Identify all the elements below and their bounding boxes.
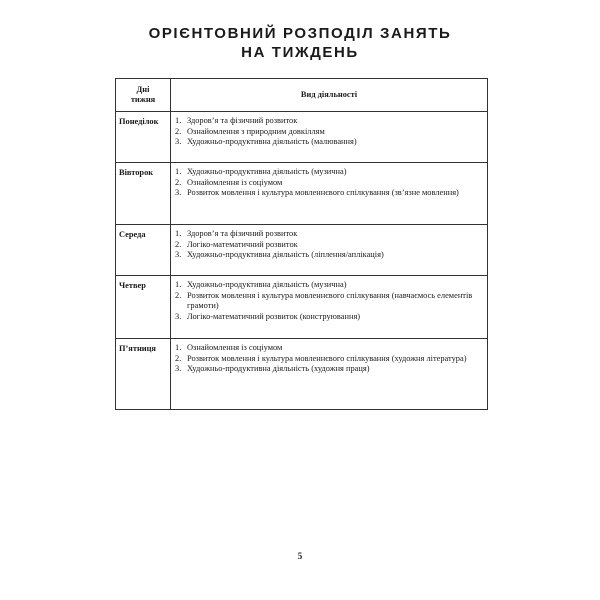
table-row-tuesday: [116, 163, 488, 225]
item-number: 1.: [175, 280, 182, 289]
item-number: 1.: [175, 229, 182, 238]
item-number: 3.: [175, 250, 182, 260]
list-item: [175, 127, 485, 138]
list-item: [175, 280, 485, 291]
activity-list: [175, 167, 485, 199]
table-header-row: [116, 79, 488, 112]
item-number: 2.: [175, 290, 182, 300]
page-title-line-1: ОРІЄНТОВНИЙ РОЗПОДІЛ ЗАНЯТЬ: [148, 25, 452, 42]
day-cell: Вівторок: [116, 163, 171, 225]
item-text: Розвиток мовлення і культура мовленнєвого спілкування (навчаємось елементів грамоти): [187, 290, 473, 311]
activities-cell: [171, 276, 488, 339]
item-text: Здоров’я та фізичний розвиток: [187, 116, 298, 125]
header-day-cell: [116, 79, 171, 112]
activity-list: [175, 280, 485, 322]
item-number: 2.: [175, 126, 182, 136]
table-row-wednesday: [116, 225, 488, 276]
weekly-schedule-table: [115, 78, 488, 410]
list-item: [175, 364, 485, 375]
page-title-line-2: НА ТИЖДЕНЬ: [241, 44, 359, 61]
item-text: Розвиток мовлення і культура мовленнєвого спілкування (художня література): [187, 353, 467, 363]
list-item: [175, 137, 485, 148]
item-text: Ознайомлення з природним довкіллям: [187, 126, 325, 136]
list-item: [175, 312, 485, 323]
table-row-friday: [116, 339, 488, 410]
item-number: 2.: [175, 177, 182, 187]
list-item: [175, 116, 485, 127]
item-number: 3.: [175, 364, 182, 374]
list-item: [175, 354, 485, 365]
activities-cell: [171, 163, 488, 225]
day-cell: Понеділок: [116, 112, 171, 163]
item-number: 3.: [175, 137, 182, 147]
page-title: [0, 24, 600, 62]
list-item: [175, 343, 485, 354]
item-number: 2.: [175, 239, 182, 249]
activity-list: [175, 343, 485, 375]
item-text: Художньо-продуктивна діяльність (ліплення/аплікація): [187, 250, 384, 260]
list-item: [175, 167, 485, 178]
activity-list: [175, 116, 485, 148]
item-number: 1.: [175, 167, 182, 176]
list-item: [175, 178, 485, 189]
table-row-thursday: [116, 276, 488, 339]
item-number: 2.: [175, 353, 182, 363]
item-text: Ознайомлення із соціумом: [187, 343, 283, 352]
activities-cell: [171, 339, 488, 410]
item-number: 3.: [175, 188, 182, 198]
list-item: [175, 240, 485, 251]
item-text: Художньо-продуктивна діяльність (музична): [187, 167, 347, 176]
item-text: Художньо-продуктивна діяльність (художня праця): [187, 364, 370, 374]
activities-cell: [171, 112, 488, 163]
item-text: Художньо-продуктивна діяльність (музична): [187, 280, 347, 289]
item-number: 1.: [175, 343, 182, 352]
day-cell: Середа: [116, 225, 171, 276]
header-activity-cell: Вид діяльності: [171, 79, 488, 112]
item-number: 3.: [175, 311, 182, 321]
day-cell: Четвер: [116, 276, 171, 339]
header-day-label-2: тижня: [130, 95, 156, 104]
page-number: 5: [297, 551, 303, 561]
header-day-label-1: Дні: [136, 85, 150, 94]
day-cell: П’ятниця: [116, 339, 171, 410]
table-row-monday: [116, 112, 488, 163]
item-text: Художньо-продуктивна діяльність (малювання): [187, 137, 357, 147]
list-item: [175, 250, 485, 261]
activities-cell: [171, 225, 488, 276]
item-text: Розвиток мовлення і культура мовленнєвого спілкування (зв’язне мовлення): [187, 188, 459, 198]
item-text: Здоров’я та фізичний розвиток: [187, 229, 298, 238]
list-item: [175, 291, 485, 312]
item-number: 1.: [175, 116, 182, 125]
item-text: Логіко-математичний розвиток: [187, 239, 298, 249]
item-text: Логіко-математичний розвиток (конструювання): [187, 311, 361, 321]
activity-list: [175, 229, 485, 261]
item-text: Ознайомлення із соціумом: [187, 177, 283, 187]
list-item: [175, 188, 485, 199]
list-item: [175, 229, 485, 240]
